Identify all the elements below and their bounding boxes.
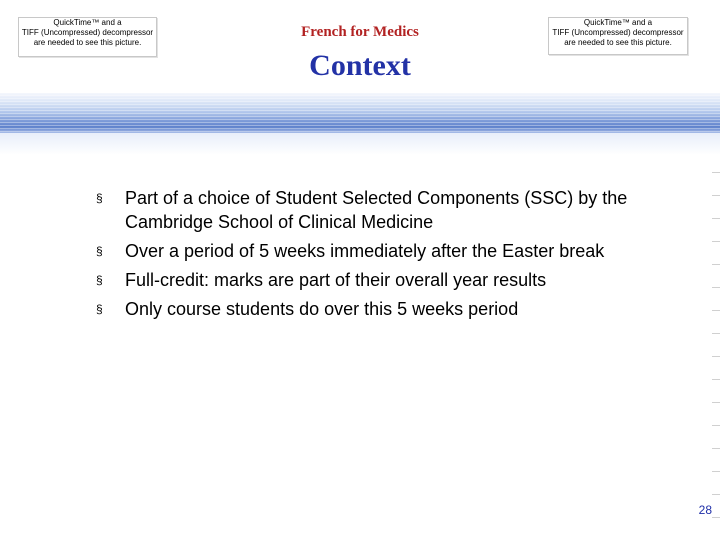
header-band-stripes	[0, 93, 720, 133]
placeholder-line: TIFF (Uncompressed) decompressor	[21, 28, 154, 37]
placeholder-line: TIFF (Uncompressed) decompressor	[552, 28, 684, 37]
bullet-item	[96, 297, 686, 321]
placeholder-line: QuickTime™ and a	[53, 18, 122, 27]
bullet-marker-icon: §	[96, 302, 103, 316]
bullet-text: Over a period of 5 weeks immediately after the Easter break	[125, 241, 605, 261]
bullet-marker-icon: §	[96, 273, 103, 287]
right-edge-ticks	[712, 150, 720, 540]
bullet-list	[96, 186, 686, 326]
page-number: 28	[698, 503, 712, 517]
bullet-text: Only course students do over this 5 weeks period	[125, 299, 519, 319]
bullet-item	[96, 239, 686, 263]
bullet-item	[96, 186, 686, 234]
bullet-text: Full-credit: marks are part of their overall year results	[125, 270, 547, 290]
bullet-marker-icon: §	[96, 244, 103, 258]
placeholder-line: QuickTime™ and a	[583, 18, 653, 27]
bullet-text: Part of a choice of Student Selected Components (SSC) by the Cambridge School of Clinical Medicine	[125, 188, 628, 232]
placeholder-line: are needed to see this picture.	[33, 38, 142, 47]
slide-subtitle: French for Medics	[301, 24, 419, 40]
header-band-fade	[0, 133, 720, 155]
bullet-marker-icon: §	[96, 191, 103, 205]
slide-title: Context	[309, 49, 411, 82]
bullet-item	[96, 268, 686, 292]
placeholder-line: are needed to see this picture.	[564, 38, 672, 47]
